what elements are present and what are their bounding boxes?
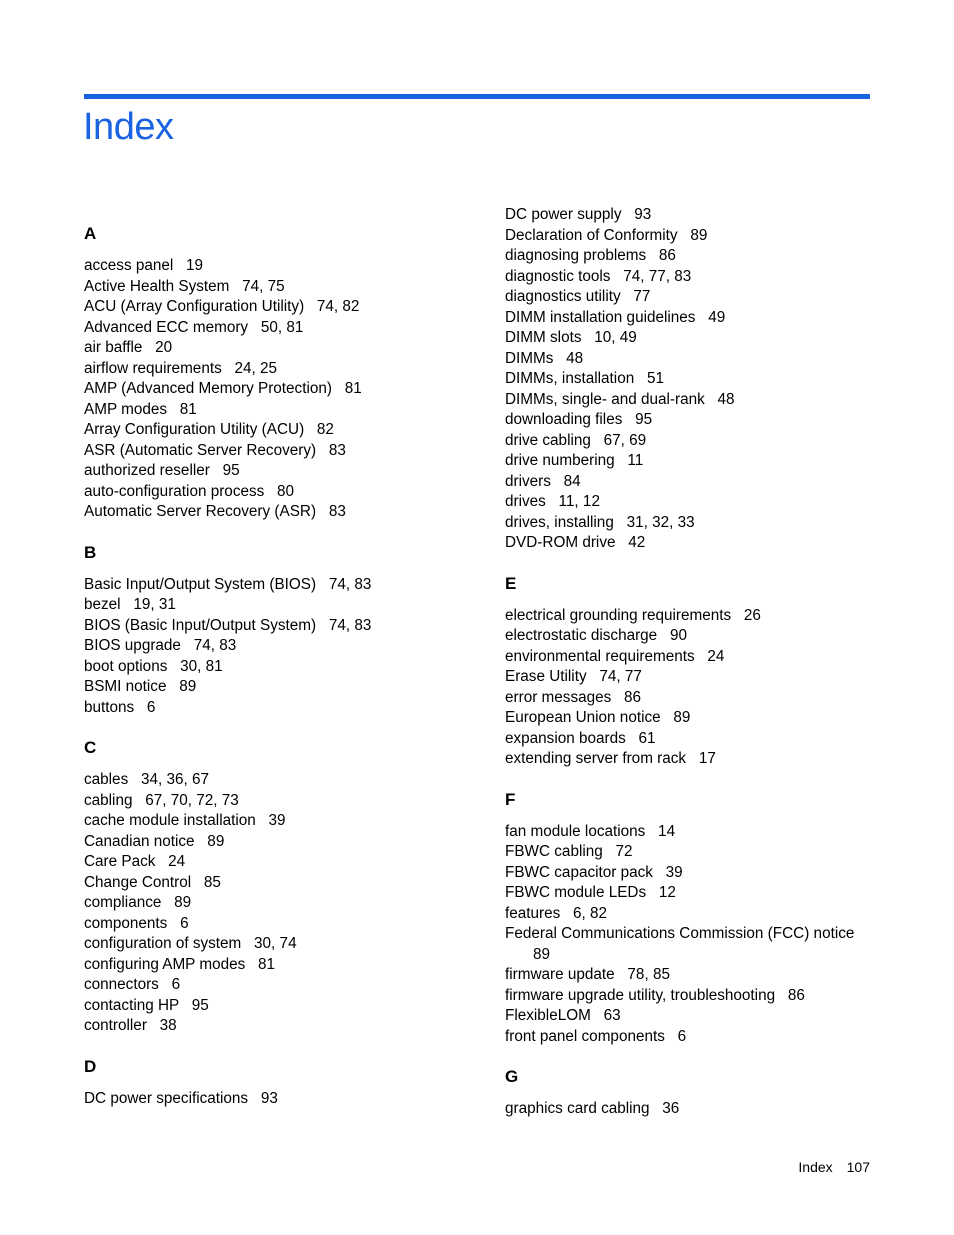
section-letter: D xyxy=(84,1056,97,1076)
index-entry: diagnostic tools 74, 77, 83 xyxy=(505,267,692,285)
index-entry: ASR (Automatic Server Recovery) 83 xyxy=(84,441,346,459)
index-entry: cables 34, 36, 67 xyxy=(84,771,210,788)
index-entry: DIMMs 48 xyxy=(505,349,584,367)
title-rule xyxy=(84,94,870,99)
index-entry: bezel 19, 31 xyxy=(84,596,176,613)
footer-page-number: 107 xyxy=(846,1159,870,1175)
index-entry: Automatic Server Recovery (ASR) 83 xyxy=(84,503,346,520)
index-entry: FlexibleLOM 63 xyxy=(505,1007,621,1024)
index-entry: auto-configuration process 80 xyxy=(84,482,295,500)
index-entry: drives, installing 31, 32, 33 xyxy=(505,513,695,531)
index-section-e xyxy=(505,574,875,770)
index-entry: Basic Input/Output System (BIOS) 74, 83 xyxy=(84,575,372,593)
index-entry: buttons 6 xyxy=(84,698,156,716)
index-entry: contacting HP 95 xyxy=(84,996,209,1014)
index-entry: downloading files 95 xyxy=(505,411,653,428)
index-entry: Advanced ECC memory 50, 81 xyxy=(84,318,304,336)
section-letter: F xyxy=(505,789,516,809)
index-section-d xyxy=(84,1057,484,1110)
index-entry: ACU (Array Configuration Utility) 74, 82 xyxy=(84,298,360,315)
index-entry: configuring AMP modes 81 xyxy=(84,955,276,973)
index-entry: authorized reseller 95 xyxy=(84,462,240,479)
index-entry: compliance 89 xyxy=(84,894,192,911)
index-entry: FBWC cabling 72 xyxy=(505,843,633,860)
index-entry: components 6 xyxy=(84,914,189,932)
index-entry: drivers 84 xyxy=(505,472,581,490)
index-entry: graphics card cabling 36 xyxy=(505,1100,680,1117)
section-letter: B xyxy=(84,542,97,562)
index-entry: Change Control 85 xyxy=(84,873,221,891)
index-entry: Active Health System 74, 75 xyxy=(84,277,285,295)
index-entry: FBWC module LEDs 12 xyxy=(505,884,676,901)
index-entry: Erase Utility 74, 77 xyxy=(505,668,642,685)
index-section-c xyxy=(84,738,484,1037)
index-entry: boot options 30, 81 xyxy=(84,657,223,675)
index-entry: expansion boards 61 xyxy=(505,729,656,747)
index-entry: drives 11, 12 xyxy=(505,493,600,510)
index-entry: drive numbering 11 xyxy=(505,452,644,469)
index-entry: controller 38 xyxy=(84,1017,177,1034)
index-column-left xyxy=(84,205,484,1109)
index-entry: diagnostics utility 77 xyxy=(505,288,651,305)
index-entry: Care Pack 24 xyxy=(84,853,186,870)
section-letter: A xyxy=(84,224,97,243)
index-entry: drive cabling 67, 69 xyxy=(505,431,647,449)
section-letter: E xyxy=(505,573,517,593)
index-entry: Canadian notice 89 xyxy=(84,832,225,850)
index-entry: Array Configuration Utility (ACU) 82 xyxy=(84,421,334,438)
index-entry: Federal Communications Commission (FCC) notice 89 xyxy=(505,925,868,963)
index-entry: environmental requirements 24 xyxy=(505,647,725,665)
index-entry: BIOS (Basic Input/Output System) 74, 83 xyxy=(84,616,372,634)
index-entry: connectors 6 xyxy=(84,976,181,993)
index-entry: European Union notice 89 xyxy=(505,709,691,726)
index-entry: electrostatic discharge 90 xyxy=(505,627,687,644)
index-entry: diagnosing problems 86 xyxy=(505,247,676,264)
index-entry: BIOS upgrade 74, 83 xyxy=(84,637,237,654)
index-entry: configuration of system 30, 74 xyxy=(84,935,297,952)
index-entry: extending server from rack 17 xyxy=(505,750,716,767)
section-letter: G xyxy=(505,1067,519,1086)
index-entry: DIMM installation guidelines 49 xyxy=(505,308,726,326)
index-entry: Declaration of Conformity 89 xyxy=(505,226,708,244)
index-section-a xyxy=(84,224,484,523)
index-entry: access panel 19 xyxy=(84,257,204,274)
index-entry: DVD-ROM drive 42 xyxy=(505,534,646,551)
index-section-b xyxy=(84,543,484,719)
index-column-right xyxy=(505,205,875,1120)
index-entry: cabling 67, 70, 72, 73 xyxy=(84,791,239,809)
index-entry: electrical grounding requirements 26 xyxy=(505,606,761,624)
section-letter: C xyxy=(84,738,97,757)
index-entry: front panel components 6 xyxy=(505,1027,687,1045)
page-title: Index xyxy=(83,106,174,148)
index-entry: FBWC capacitor pack 39 xyxy=(505,863,683,881)
index-entry: DC power supply 93 xyxy=(505,206,652,223)
index-entry: DIMM slots 10, 49 xyxy=(505,329,637,346)
index-entry: fan module locations 14 xyxy=(505,822,676,840)
index-section-d-continued xyxy=(505,205,875,554)
index-entry: error messages 86 xyxy=(505,688,642,706)
index-entry: AMP (Advanced Memory Protection) 81 xyxy=(84,380,362,397)
index-entry: BSMI notice 89 xyxy=(84,678,197,695)
index-entry: DC power specifications 93 xyxy=(84,1089,278,1107)
index-entry: airflow requirements 24, 25 xyxy=(84,359,278,377)
index-section-f xyxy=(505,790,875,1048)
index-entry: cache module installation 39 xyxy=(84,812,286,829)
index-entry: air baffle 20 xyxy=(84,339,173,356)
index-entry: features 6, 82 xyxy=(505,904,608,922)
page-footer xyxy=(798,1158,870,1176)
index-entry: firmware upgrade utility, troubleshooting 86 xyxy=(505,986,805,1004)
index-section-g xyxy=(505,1067,875,1120)
footer-section-name: Index xyxy=(798,1159,833,1175)
index-entry: AMP modes 81 xyxy=(84,400,197,418)
index-entry: firmware update 78, 85 xyxy=(505,966,670,983)
index-entry: DIMMs, single- and dual-rank 48 xyxy=(505,390,735,408)
index-entry: DIMMs, installation 51 xyxy=(505,370,664,387)
